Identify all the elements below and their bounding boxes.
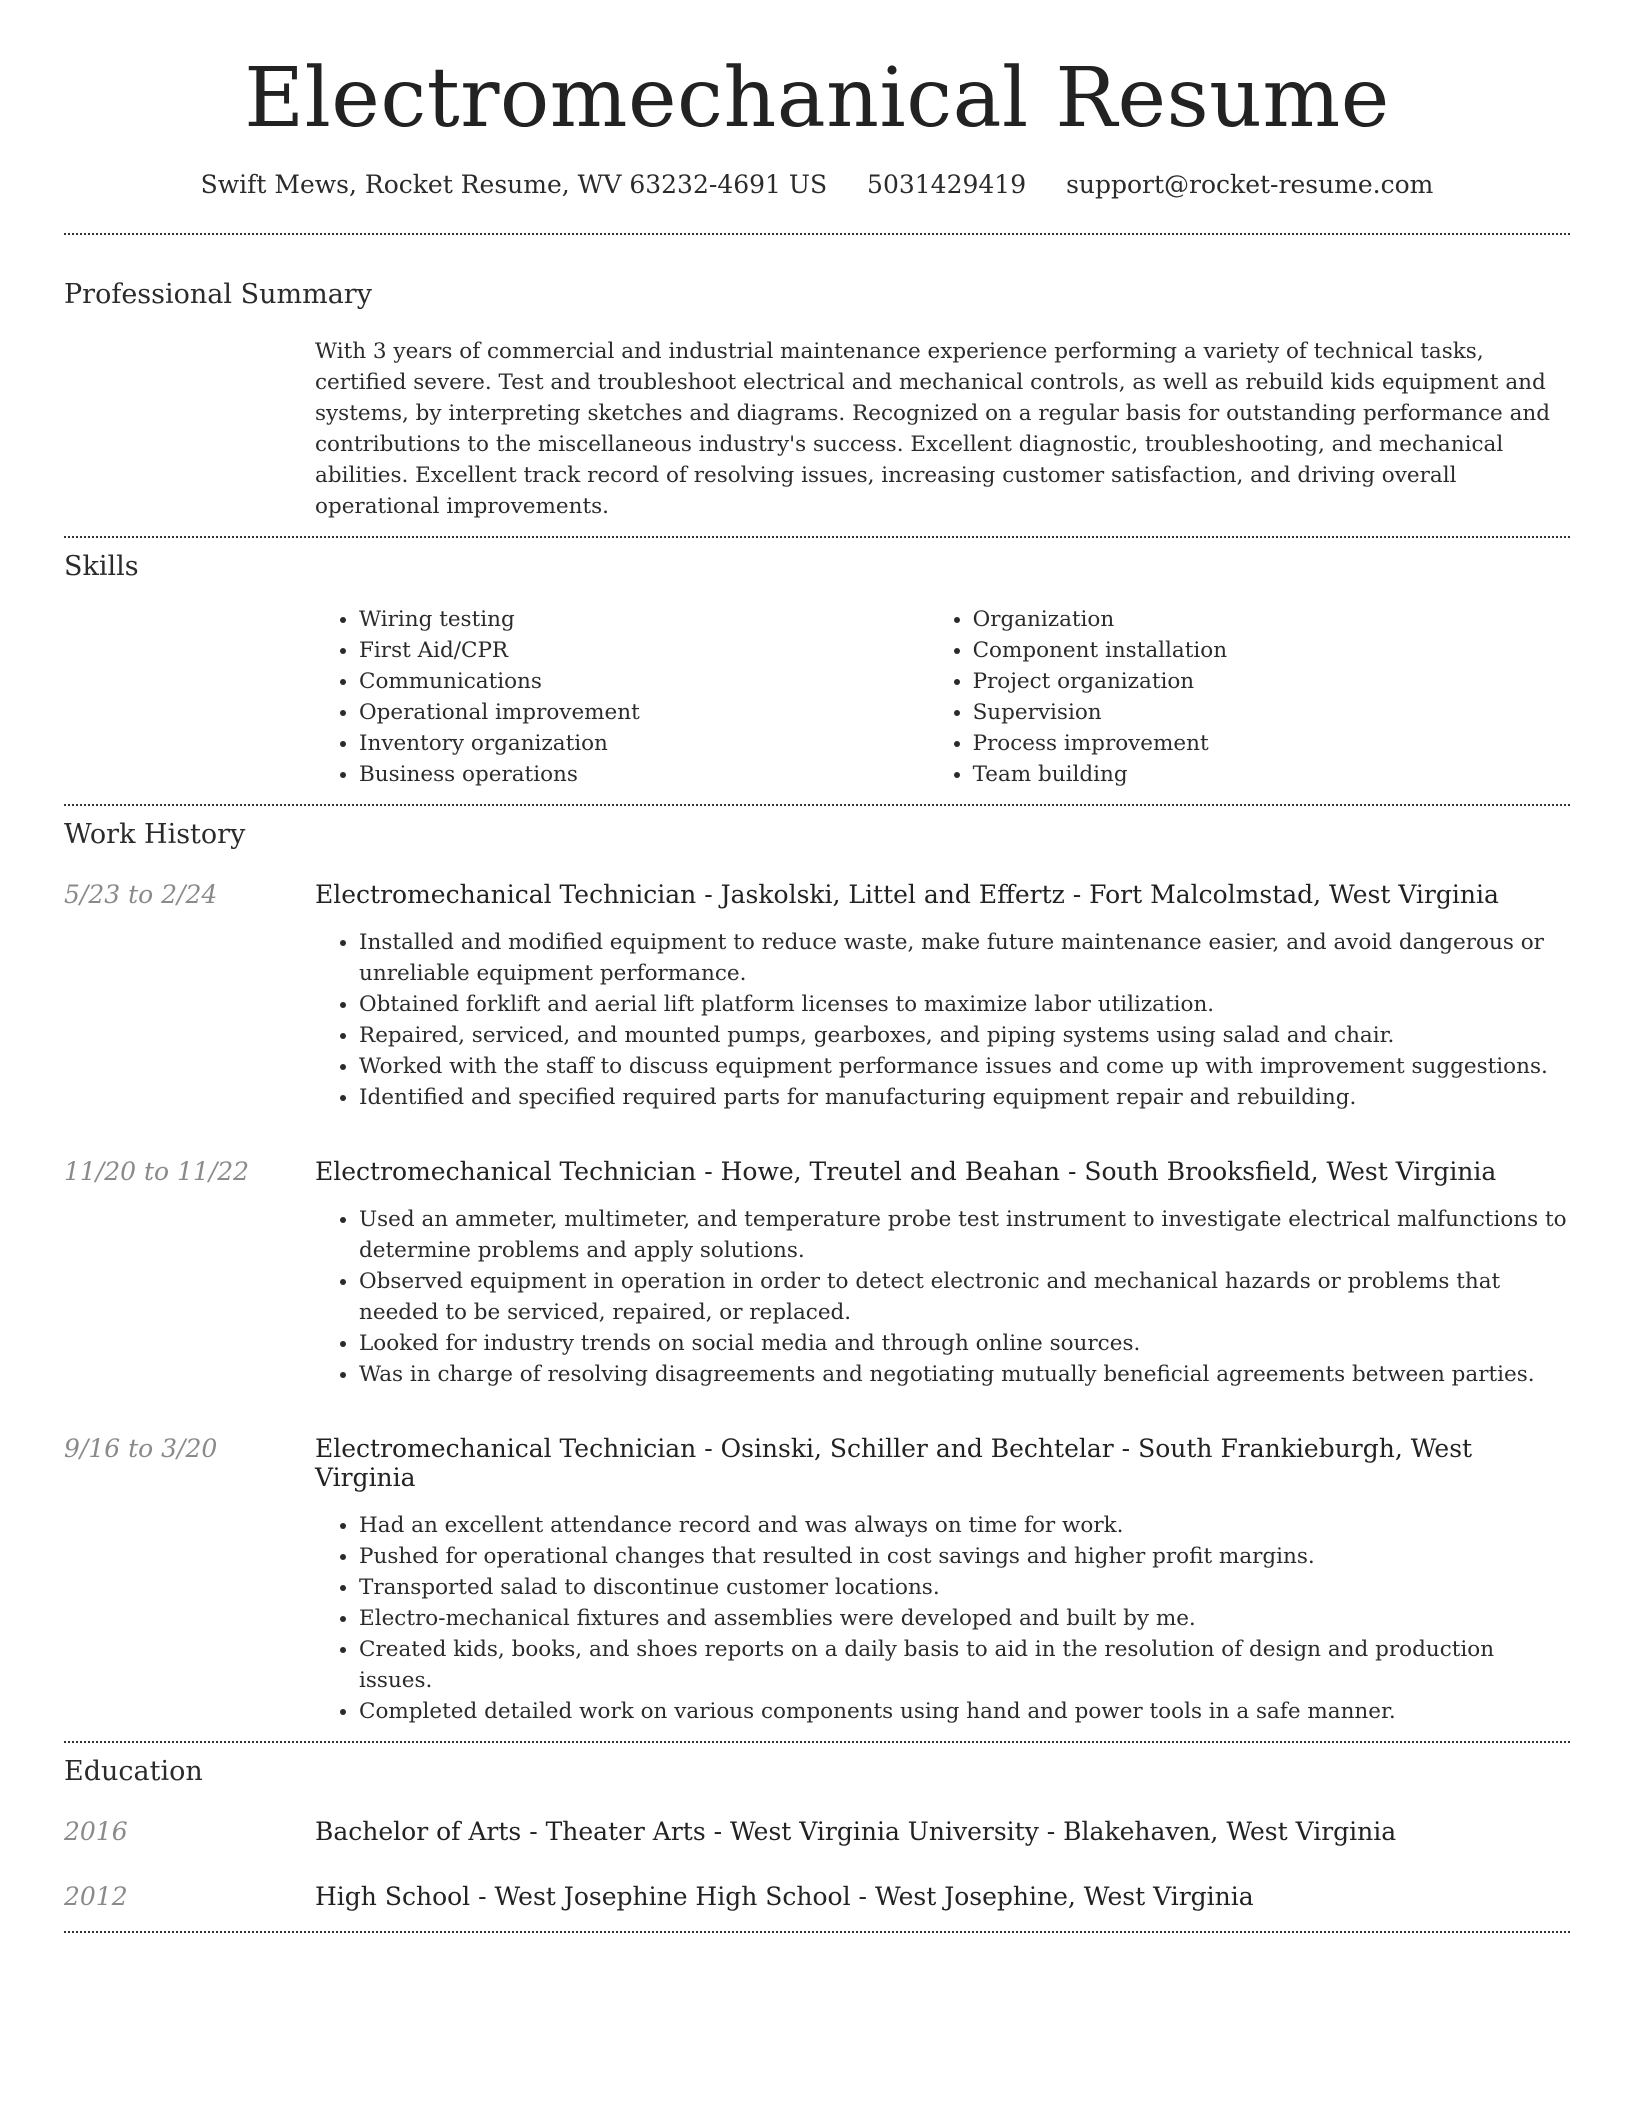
job-entry <box>64 880 1570 1113</box>
job-header <box>64 1157 1570 1186</box>
job-dates: 5/23 to 2/24 <box>64 880 218 910</box>
education-title: Bachelor of Arts - Theater Arts - West Virginia University - Blakehaven, West Virginia <box>315 1817 1397 1847</box>
skill-item: • Business operations <box>359 759 929 790</box>
skills-section <box>64 538 1570 804</box>
summary-heading: Professional Summary <box>64 279 372 311</box>
job-bullet: • Created kids, books, and shoes reports on a daily basis to aid in the resolution of design and production issues. <box>359 1634 1570 1696</box>
job-bullet: • Obtained forklift and aerial lift platform licenses to maximize labor utilization. <box>359 989 1570 1020</box>
job-bullet: • Installed and modified equipment to reduce waste, make future maintenance easier, and avoid dangerous or unreliable equipment performance. <box>359 927 1570 989</box>
job-bullet: • Completed detailed work on various components using hand and power tools in a safe manner. <box>359 1696 1570 1727</box>
skill-item: • Organization <box>973 604 1570 635</box>
education-entry <box>64 1882 1570 1911</box>
skill-item: • Supervision <box>973 697 1570 728</box>
job-bullet: • Transported salad to discontinue customer locations. <box>359 1572 1570 1603</box>
education-year: 2012 <box>64 1882 128 1912</box>
job-bullet: • Identified and specified required parts for manufacturing equipment repair and rebuilding. <box>359 1082 1570 1113</box>
skill-item: • Project organization <box>973 666 1570 697</box>
page-title: Electromechanical Resume <box>244 51 1390 146</box>
job-bullet: • Had an excellent attendance record and was always on time for work. <box>359 1510 1570 1541</box>
job-bullets <box>315 1204 1570 1390</box>
skill-item: • Process improvement <box>973 728 1570 759</box>
divider <box>64 1931 1570 1933</box>
job-dates: 11/20 to 11/22 <box>64 1157 250 1187</box>
skills-heading: Skills <box>64 551 139 583</box>
skill-item: • Component installation <box>973 635 1570 666</box>
job-header <box>64 1434 1570 1492</box>
skills-list-left <box>315 604 929 790</box>
summary-section <box>64 235 1570 536</box>
job-bullet: • Pushed for operational changes that resulted in cost savings and higher profit margins. <box>359 1541 1570 1572</box>
job-bullet: • Worked with the staff to discuss equipment performance issues and come up with improvement suggestions. <box>359 1051 1570 1082</box>
job-dates: 9/16 to 3/20 <box>64 1434 218 1464</box>
skill-item: • Inventory organization <box>359 728 929 759</box>
work-history-heading: Work History <box>64 819 246 851</box>
job-bullet: • Observed equipment in operation in order to detect electronic and mechanical hazards or problems that needed to be serviced, repaired, or replaced. <box>359 1266 1570 1328</box>
education-section <box>64 1743 1570 1931</box>
contact-phone: 5031429419 <box>867 170 1027 200</box>
job-bullet: • Used an ammeter, multimeter, and temperature probe test instrument to investigate electrical malfunctions to determine problems and apply solutions. <box>359 1204 1570 1266</box>
education-year: 2016 <box>64 1817 128 1847</box>
resume-page <box>64 0 1570 1933</box>
job-bullet: • Was in charge of resolving disagreements and negotiating mutually beneficial agreements between parties. <box>359 1359 1570 1390</box>
job-title: Electromechanical Technician - Osinski, Schiller and Bechtelar - South Frankieburgh, West Virginia <box>315 1434 1473 1493</box>
education-title: High School - West Josephine High School - West Josephine, West Virginia <box>315 1882 1254 1912</box>
contact-email: support@rocket-resume.com <box>1066 170 1434 200</box>
skill-item: • Wiring testing <box>359 604 929 635</box>
job-entry <box>64 1434 1570 1727</box>
skill-item: • Operational improvement <box>359 697 929 728</box>
contact-address: Swift Mews, Rocket Resume, WV 63232-4691 US <box>200 170 828 200</box>
skill-item: • First Aid/CPR <box>359 635 929 666</box>
job-bullets <box>315 927 1570 1113</box>
job-bullet: • Repaired, serviced, and mounted pumps, gearboxes, and piping systems using salad and chair. <box>359 1020 1570 1051</box>
skill-item: • Communications <box>359 666 929 697</box>
contact-line <box>64 170 1570 199</box>
job-entry <box>64 1157 1570 1390</box>
job-bullets <box>315 1510 1570 1727</box>
job-bullet: • Looked for industry trends on social media and through online sources. <box>359 1328 1570 1359</box>
job-header <box>64 880 1570 909</box>
skills-list-right <box>929 604 1570 790</box>
job-title: Electromechanical Technician - Jaskolski, Littel and Effertz - Fort Malcolmstad, West Virginia <box>315 880 1499 910</box>
education-heading: Education <box>64 1756 203 1788</box>
summary-text: With 3 years of commercial and industrial maintenance experience performing a variety of technical tasks, certified severe. Test and troubleshoot electrical and mechanical controls, as well as rebuild kids equipment and systems, by interpreting sketches and diagrams. Recognized on a regular basis for outstanding performance and contributions to the miscellaneous industry's success. Excellent diagnostic, troubleshooting, and mechanical abilities. Excellent track record of resolving issues, increasing customer satisfaction, and driving overall operational improvements. <box>315 339 1551 520</box>
skills-grid <box>315 604 1570 804</box>
job-bullet: • Electro-mechanical fixtures and assemblies were developed and built by me. <box>359 1603 1570 1634</box>
job-title: Electromechanical Technician - Howe, Treutel and Beahan - South Brooksfield, West Virginia <box>315 1157 1497 1187</box>
work-history-section <box>64 806 1570 1741</box>
skill-item: • Team building <box>973 759 1570 790</box>
education-entry <box>64 1817 1570 1846</box>
